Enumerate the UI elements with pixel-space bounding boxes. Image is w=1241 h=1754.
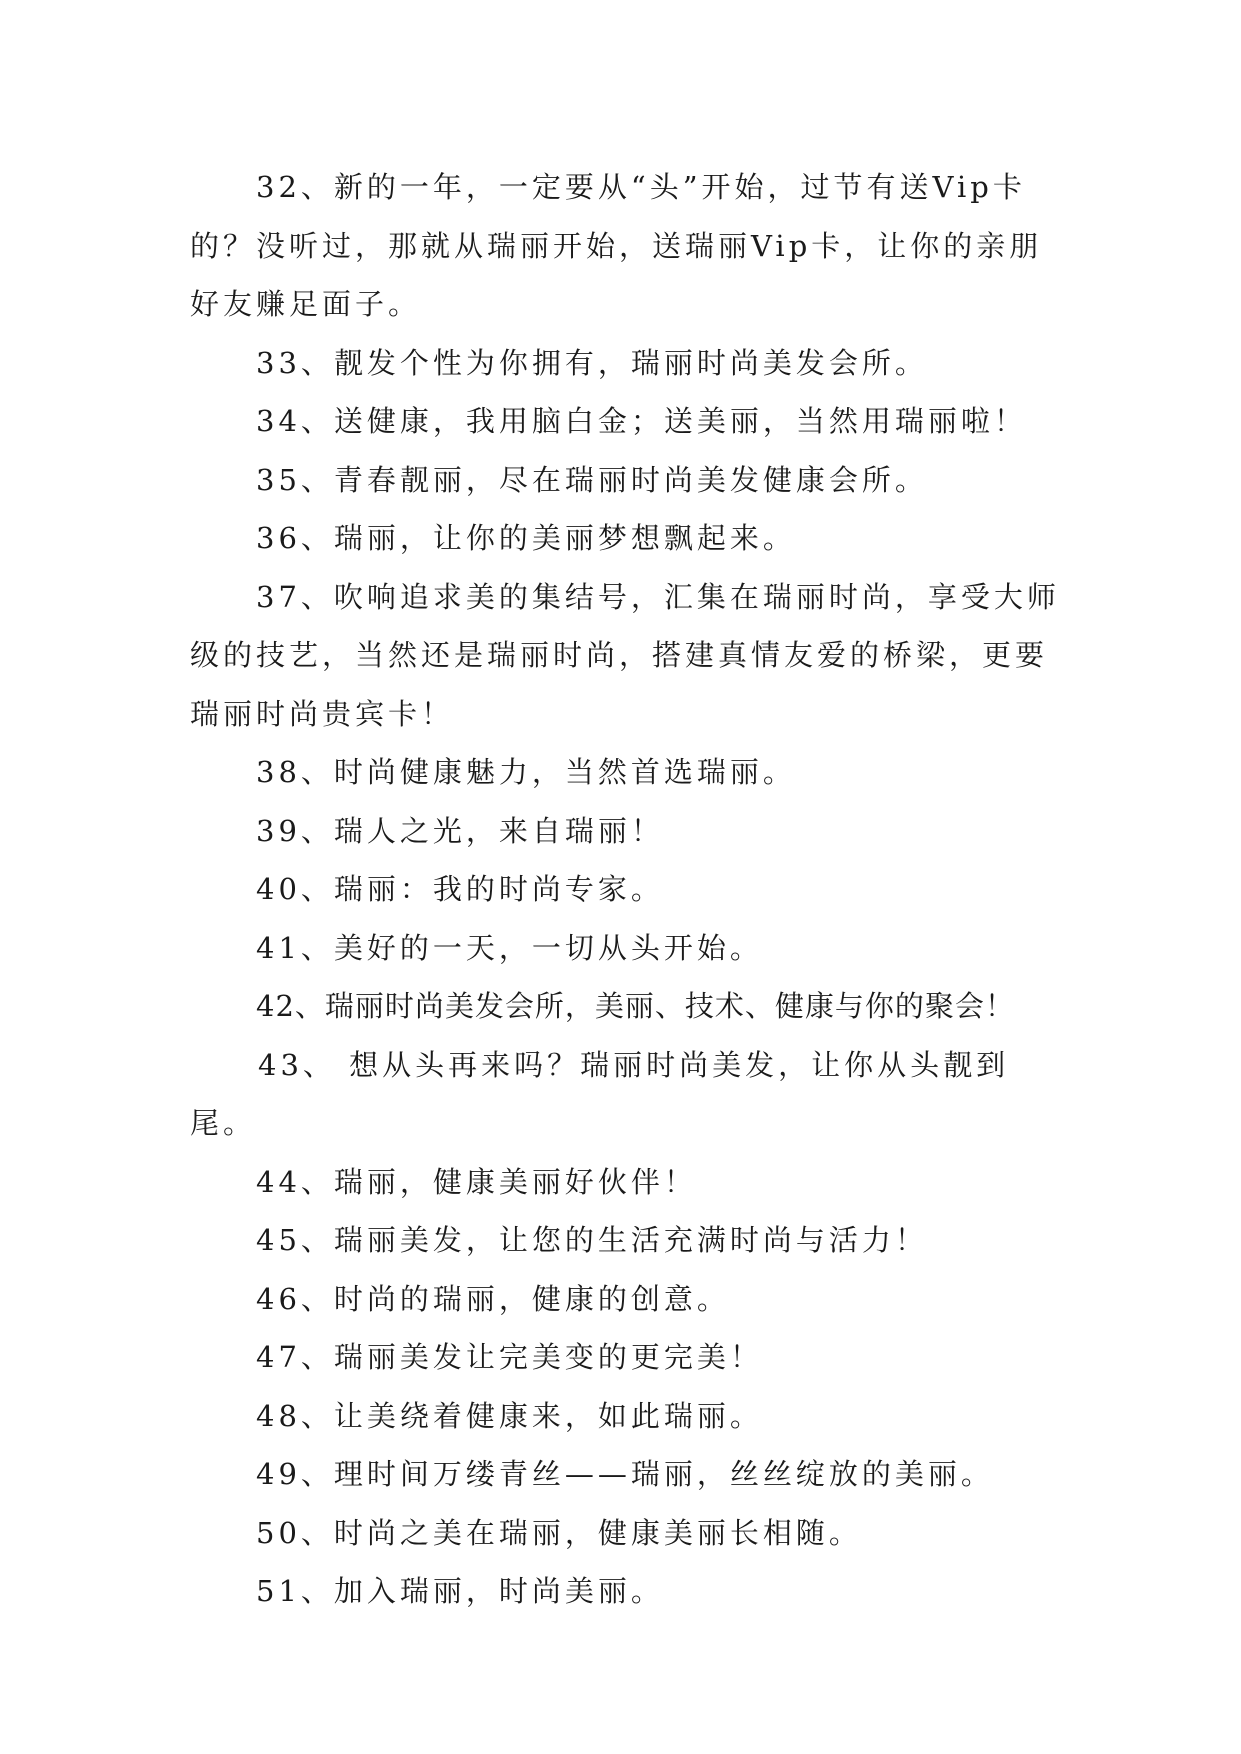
- document-body: [190, 158, 1070, 1621]
- list-item: 51、加入瑞丽，时尚美丽。: [256, 1574, 664, 1608]
- list-item: 45、瑞丽美发，让您的生活充满时尚与活力！: [256, 1223, 928, 1257]
- list-item: 43、 想从头再来吗？瑞丽时尚美发，让你从头靓到尾。: [190, 1047, 1010, 1140]
- list-item: 35、青春靓丽，尽在瑞丽时尚美发健康会所。: [256, 462, 928, 497]
- list-item: 32、新的一年，一定要从“头”开始，过节有送Vip卡的？没听过，那就从瑞丽开始，送瑞丽Vip卡，让你的亲朋好友赚足面子。: [190, 170, 1043, 321]
- list-item: 34、送健康，我用脑白金；送美丽，当然用瑞丽啦！: [256, 404, 1027, 438]
- list-item: 50、时尚之美在瑞丽，健康美丽长相随。: [256, 1515, 862, 1550]
- list-item: 49、理时间万缕青丝——瑞丽，丝丝绽放的美丽。: [256, 1457, 994, 1491]
- list-item: 37、吹响追求美的集结号，汇集在瑞丽时尚，享受大师级的技艺，当然还是瑞丽时尚，搭建真情友爱的桥梁，更要瑞丽时尚贵宾卡！: [190, 579, 1060, 731]
- list-item: 44、瑞丽，健康美丽好伙伴！: [256, 1164, 697, 1199]
- list-item: 48、让美绕着健康来，如此瑞丽。: [256, 1398, 763, 1433]
- list-item: 33、靓发个性为你拥有，瑞丽时尚美发会所。: [256, 345, 928, 380]
- list-item: 36、瑞丽，让你的美丽梦想飘起来。: [256, 521, 796, 555]
- list-item: 41、美好的一天，一切从头开始。: [256, 930, 763, 965]
- list-item: 46、时尚的瑞丽，健康的创意。: [256, 1281, 730, 1316]
- list-item: 38、时尚健康魅力，当然首选瑞丽。: [256, 755, 796, 789]
- list-item: 42、瑞丽时尚美发会所，美丽、技术、健康与你的聚会！: [256, 989, 1015, 1023]
- list-item: 40、瑞丽：我的时尚专家。: [256, 872, 664, 906]
- list-item: 39、瑞人之光，来自瑞丽！: [256, 813, 664, 848]
- list-item: 47、瑞丽美发让完美变的更完美！: [256, 1340, 763, 1374]
